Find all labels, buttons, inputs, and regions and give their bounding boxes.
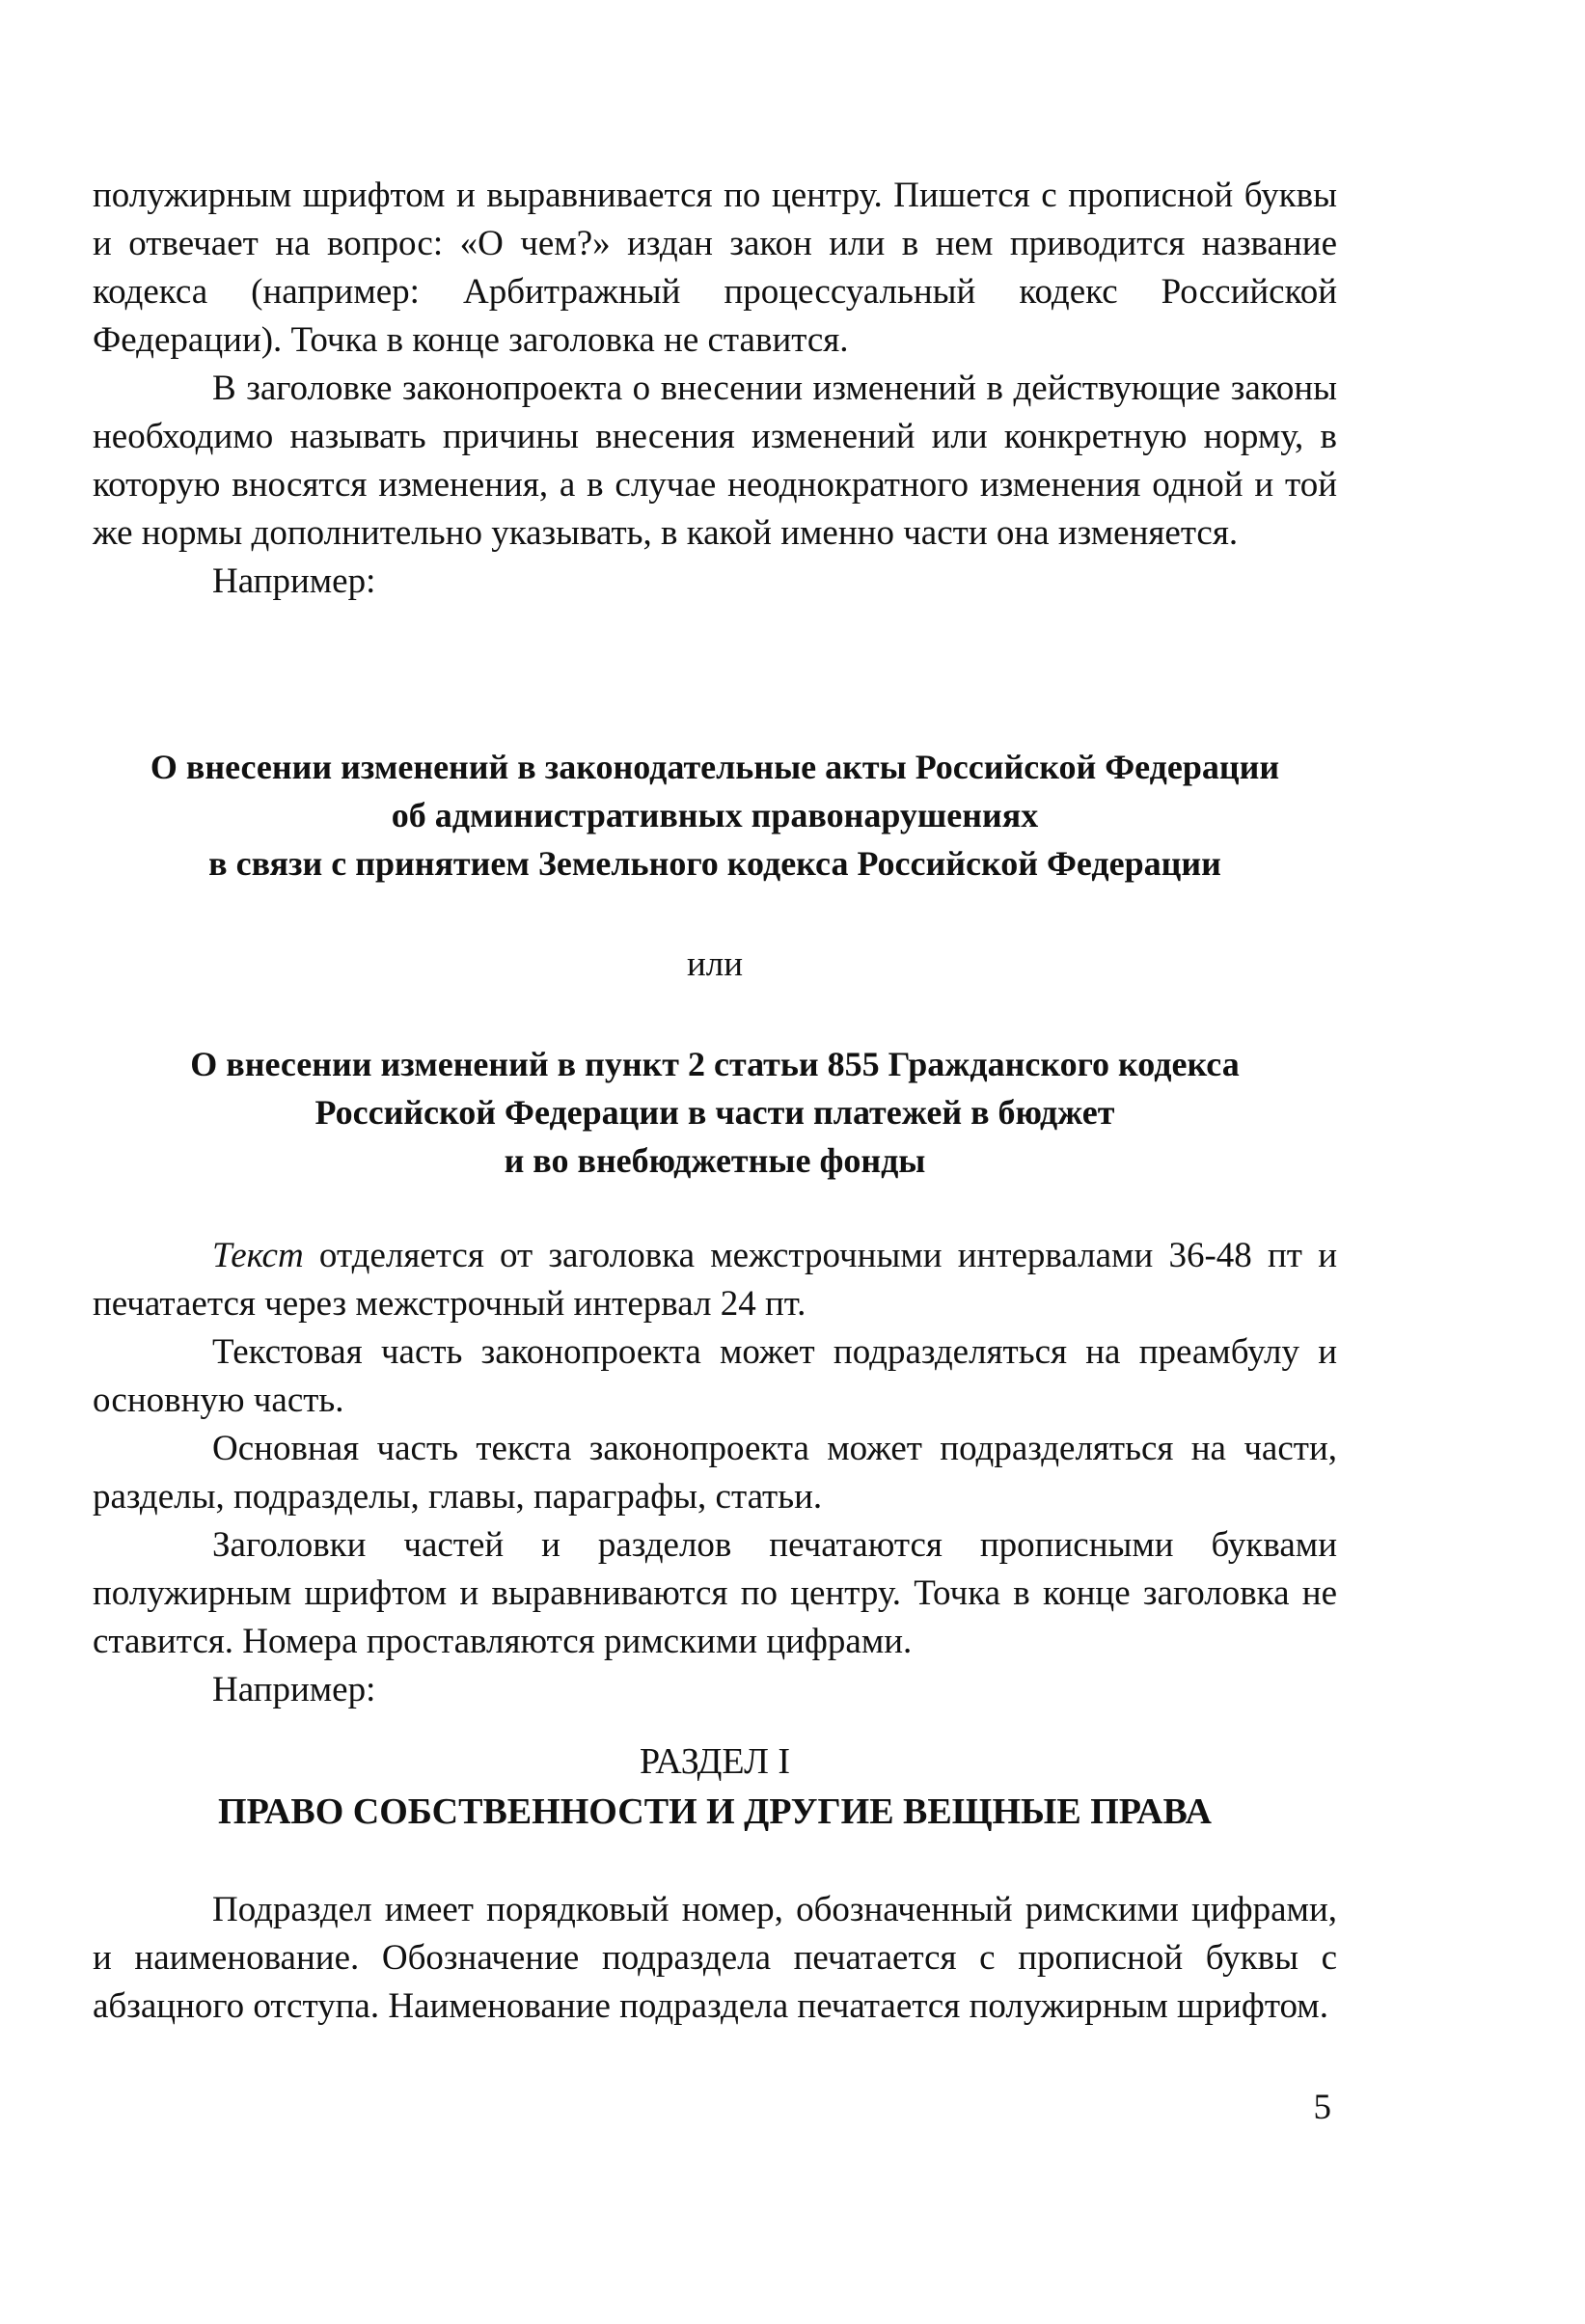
example-title-2-line-2: Российской Федерации в части платежей в бюджет: [314, 1093, 1115, 1132]
example-title-1-line-2: об административных правонарушениях: [391, 796, 1039, 834]
page-number: 5: [1313, 2088, 1331, 2127]
middle-text-block: [93, 1232, 1337, 1714]
paragraph-example-label-2: Например:: [212, 1670, 376, 1709]
paragraph-text-spacing-rest: отделяется от заголовка межстрочными интервалами 36-48 пт и печатается через межстрочный интервал 24 пт.: [93, 1236, 1337, 1324]
example-title-2: [93, 1040, 1337, 1185]
paragraph-text-parts: Текстовая часть законопроекта может подразделяться на преамбулу и основную часть.: [93, 1332, 1337, 1420]
paragraph-subsection-rules: Подраздел имеет порядковый номер, обозначенный римскими цифрами, и наименование. Обозначение подраздела печатается с прописной буквы с абзацного отступа. Наименование подраздела печатается полужирным шрифтом.: [93, 1890, 1337, 2026]
section-example-name: ПРАВО СОБСТВЕННОСТИ И ДРУГИЕ ВЕЩНЫЕ ПРАВА: [218, 1791, 1212, 1832]
section-example-number: РАЗДЕЛ I: [639, 1741, 791, 1782]
example-title-1-line-1: О внесении изменений в законодательные акты Российской Федерации: [150, 748, 1280, 786]
or-separator: или: [686, 944, 744, 984]
example-title-2-line-3: и во внебюджетные фонды: [504, 1141, 926, 1180]
paragraph-heading-rules: полужирным шрифтом и выравнивается по центру. Пишется с прописной буквы и отвечает на вопрос: «О чем?» издан закон или в нем приводится название кодекса (например: Арбитражный процессуальный кодекс Российской Федерации). Точка в конце заголовка не ставится.: [93, 176, 1337, 360]
paragraph-text-spacing: [93, 1232, 1337, 1328]
example-title-2-line-1: О внесении изменений в пункт 2 статьи 855 Гражданского кодекса: [190, 1045, 1240, 1083]
paragraph-main-part-structure: Основная часть текста законопроекта может подразделяться на части, разделы, подразделы, главы, параграфы, статьи.: [93, 1429, 1337, 1517]
top-text-block: [93, 172, 1337, 606]
paragraph-example-label: Например:: [212, 561, 376, 601]
example-title-1: [93, 743, 1337, 888]
italic-term-text: Текст: [212, 1236, 304, 1275]
bottom-text-block: [93, 1886, 1337, 2031]
section-example: [93, 1736, 1337, 1837]
paragraph-section-headings: Заголовки частей и разделов печатаются прописными буквами полужирным шрифтом и выравниваются по центру. Точка в конце заголовка не ставится. Номера проставляются римскими цифрами.: [93, 1525, 1337, 1661]
paragraph-amendment-title-rules: В заголовке законопроекта о внесении изменений в действующие законы необходимо называть причины внесения изменений или конкретную норму, в которую вносятся изменения, а в случае неоднократного изменения одной и той же нормы дополнительно указывать, в какой именно части она изменяется.: [93, 369, 1337, 553]
example-title-1-line-3: в связи с принятием Земельного кодекса Российской Федерации: [208, 844, 1221, 883]
